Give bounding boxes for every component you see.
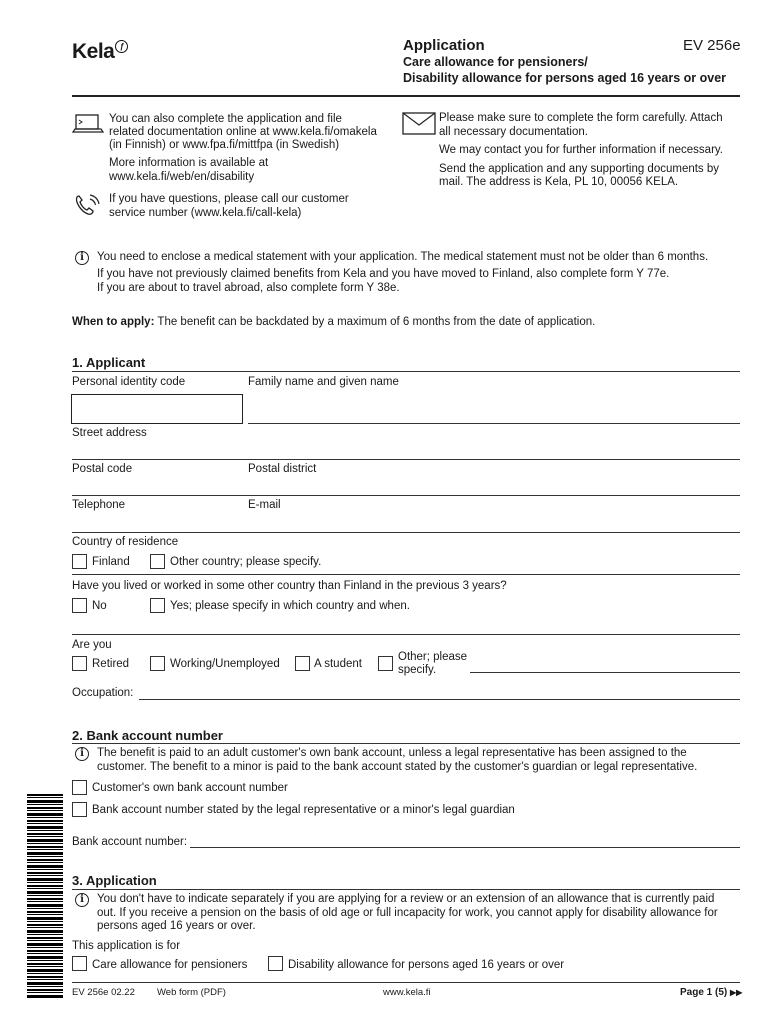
own-account-checkbox[interactable] — [72, 780, 87, 795]
mail-line-2: all necessary documentation. — [439, 126, 588, 138]
country-label: Country of residence — [72, 536, 179, 548]
section-2-title: 2. Bank account number — [72, 728, 223, 743]
mail-line-4: Send the application and any supporting documents by — [439, 163, 720, 175]
personal-id-label: Personal identity code — [72, 376, 186, 388]
country-rule — [72, 574, 740, 575]
occupation-field[interactable] — [139, 699, 740, 700]
section-3-rule — [72, 889, 740, 890]
more-info-line-1: More information is available at — [109, 157, 269, 169]
form-code: EV 256e — [683, 37, 741, 54]
yes-checkbox[interactable] — [150, 598, 165, 613]
disability-allowance-checkbox[interactable] — [268, 956, 283, 971]
other-status-checkbox[interactable] — [378, 656, 393, 671]
care-allowance-checkbox[interactable] — [72, 956, 87, 971]
when-text: The benefit can be backdated by a maximum of 6 months from the date of application. — [157, 316, 596, 328]
section-2-rule — [72, 743, 740, 744]
bank-info-line-1: The benefit is paid to an adult customer's own bank account, unless a legal representative has been assigned to the — [97, 747, 687, 759]
phone-icon — [72, 191, 104, 219]
no-checkbox[interactable] — [72, 598, 87, 613]
form-subtitle-1: Care allowance for pensioners/ — [403, 55, 588, 69]
other-status-field[interactable] — [470, 672, 740, 673]
mail-line-3: We may contact you for further information if necessary. — [439, 144, 723, 156]
family-name-label: Family name and given name — [248, 376, 399, 388]
notice-line-3: If you are about to travel abroad, also complete form Y 38e. — [97, 282, 400, 294]
application-info-line-2: out. If you receive a pension on the basis of old age or full incapacity for work, you cannot apply for disability allowance for — [97, 907, 718, 919]
section-1-rule — [72, 371, 740, 372]
logo-mark-icon: ƒ — [115, 40, 128, 53]
finland-checkbox[interactable] — [72, 554, 87, 569]
more-info-line-2: www.kela.fi/web/en/disability — [109, 171, 255, 183]
own-account-label: Customer's own bank account number — [92, 782, 288, 794]
application-for-label: This application is for — [72, 940, 181, 952]
bank-account-label: Bank account number: — [72, 836, 188, 848]
postal-district-label: Postal district — [248, 463, 317, 475]
student-checkbox[interactable] — [295, 656, 310, 671]
lived-field[interactable] — [72, 634, 740, 635]
contact-field[interactable] — [72, 532, 740, 533]
logo-text: Kela — [72, 40, 115, 63]
kela-logo — [72, 40, 128, 64]
notice-line-2: If you have not previously claimed benefits from Kela and you have moved to Finland, also complete form Y 77e. — [97, 268, 670, 280]
are-you-label: Are you — [72, 639, 112, 651]
other-status-label-1: Other; please — [398, 651, 468, 663]
family-name-field[interactable] — [248, 423, 740, 424]
footer-page — [680, 986, 742, 1000]
form-subtitle-2: Disability allowance for persons aged 16 years or over — [403, 71, 727, 85]
application-info-line-3: persons aged 16 years or over. — [97, 920, 256, 932]
footer-rule — [72, 982, 740, 983]
notice-line-1: You need to enclose a medical statement with your application. The medical statement must not be older than 6 months. — [97, 251, 709, 263]
rep-account-checkbox[interactable] — [72, 802, 87, 817]
mail-line-5: mail. The address is Kela, PL 10, 00056 KELA. — [439, 176, 679, 188]
yes-specify-label: Yes; please specify in which country and when. — [170, 600, 410, 612]
footer-form-type: Web form (PDF) — [157, 987, 226, 998]
retired-checkbox[interactable] — [72, 656, 87, 671]
envelope-icon — [402, 112, 436, 136]
lived-question: Have you lived or worked in some other country than Finland in the previous 3 years? — [72, 580, 507, 592]
other-country-checkbox[interactable] — [150, 554, 165, 569]
info-icon: i — [75, 747, 89, 761]
occupation-label: Occupation: — [72, 687, 134, 699]
online-line-1: You can also complete the application and file — [109, 113, 342, 125]
header-rule — [72, 95, 740, 97]
page-number: Page 1 (5) — [680, 987, 728, 998]
other-status-label-2: specify. — [398, 664, 437, 676]
form-title: Application — [403, 37, 485, 54]
postal-code-label: Postal code — [72, 463, 133, 475]
email-label: E-mail — [248, 499, 281, 511]
section-1-title: 1. Applicant — [72, 355, 146, 370]
telephone-label: Telephone — [72, 499, 126, 511]
postal-field[interactable] — [72, 495, 740, 496]
bank-info-line-2: customer. The benefit to a minor is paid to the bank account stated by the customer's guardian or legal representative. — [97, 761, 698, 773]
application-info-line-1: You don't have to indicate separately if you are applying for a review or an extension of an allowance that is currently paid — [97, 893, 715, 905]
retired-label: Retired — [92, 658, 130, 670]
street-field[interactable] — [72, 459, 740, 460]
online-line-2: related documentation online at www.kela.fi/omakela — [109, 126, 377, 138]
section-3-title: 3. Application — [72, 873, 157, 888]
phone-line-1: If you have questions, please call our customer — [109, 193, 349, 205]
working-label: Working/Unemployed — [170, 658, 280, 670]
finland-label: Finland — [92, 556, 130, 568]
personal-id-field[interactable] — [71, 394, 243, 424]
mail-line-1: Please make sure to complete the form carefully. Attach — [439, 112, 723, 124]
rep-account-label: Bank account number stated by the legal representative or a minor's legal guardian — [92, 804, 515, 816]
footer-form-code: EV 256e 02.22 — [72, 987, 135, 998]
bank-account-field[interactable] — [190, 847, 740, 848]
when-label: When to apply: — [72, 316, 155, 328]
info-icon: i — [75, 893, 89, 907]
no-label: No — [92, 600, 107, 612]
street-label: Street address — [72, 427, 147, 439]
next-page-arrows-icon: ▶▶ — [730, 988, 743, 997]
when-to-apply — [72, 315, 595, 329]
laptop-icon — [72, 113, 104, 135]
care-allowance-label: Care allowance for pensioners — [92, 959, 248, 971]
disability-allowance-label: Disability allowance for persons aged 16 years or over — [288, 959, 565, 971]
online-line-3: (in Finnish) or www.fpa.fi/mittfpa (in Swedish) — [109, 139, 340, 151]
info-icon: i — [75, 251, 89, 265]
phone-line-2: service number (www.kela.fi/call-kela) — [109, 207, 302, 219]
working-checkbox[interactable] — [150, 656, 165, 671]
footer-site: www.kela.fi — [383, 987, 431, 998]
barcode — [27, 794, 63, 998]
student-label: A student — [314, 658, 362, 670]
other-country-label: Other country; please specify. — [170, 556, 322, 568]
